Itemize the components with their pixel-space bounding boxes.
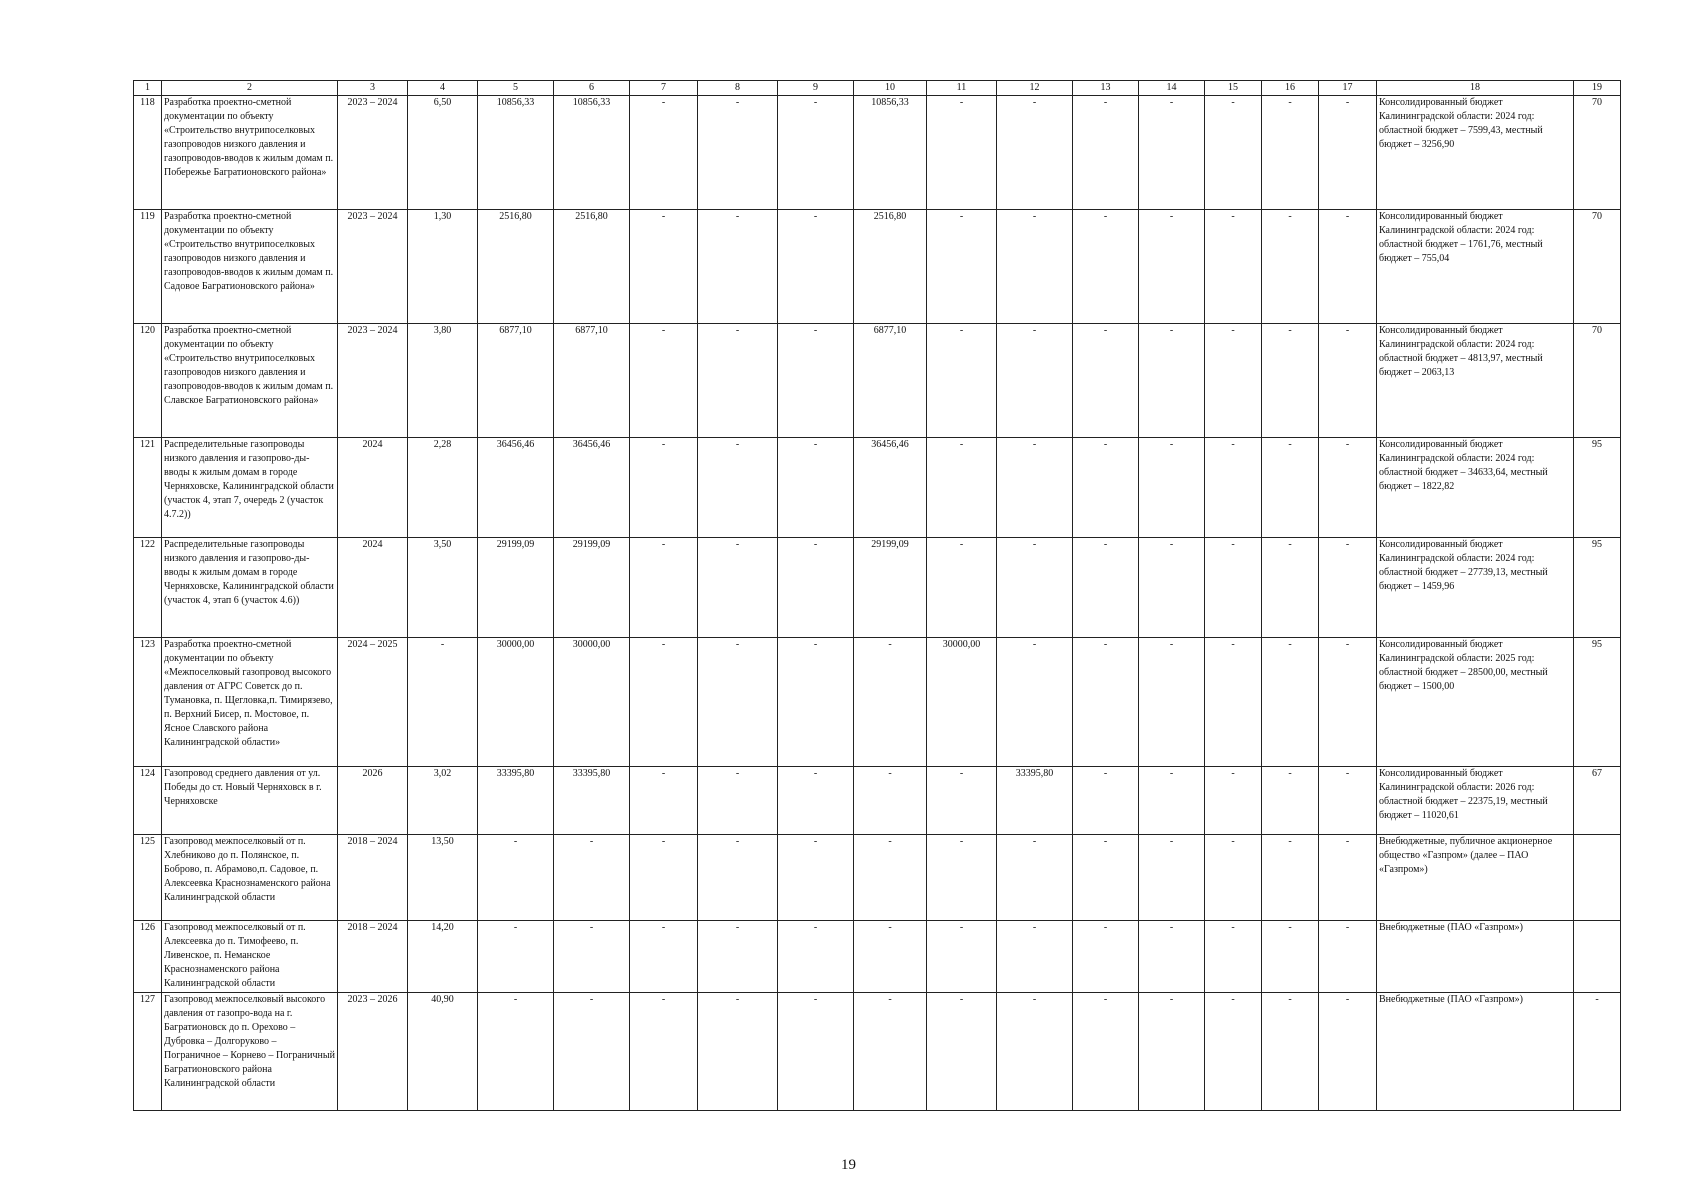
table-cell: - bbox=[778, 210, 854, 324]
col-header: 2 bbox=[162, 81, 338, 96]
table-cell: 121 bbox=[134, 438, 162, 538]
table-cell: - bbox=[1139, 538, 1205, 638]
table-cell: 2516,80 bbox=[554, 210, 630, 324]
table-cell: - bbox=[630, 921, 698, 993]
table-cell: - bbox=[630, 96, 698, 210]
table-cell: - bbox=[854, 921, 927, 993]
col-header: 4 bbox=[408, 81, 478, 96]
table-cell: 2023 – 2024 bbox=[338, 96, 408, 210]
table-cell: - bbox=[997, 835, 1073, 921]
table-cell: Газопровод среднего давления от ул. Победы до ст. Новый Черняховск в г. Черняховске bbox=[162, 767, 338, 835]
col-header: 1 bbox=[134, 81, 162, 96]
table-cell: 95 bbox=[1574, 438, 1621, 538]
table-cell: - bbox=[1205, 767, 1262, 835]
table-cell: 120 bbox=[134, 324, 162, 438]
table-cell: 6,50 bbox=[408, 96, 478, 210]
table-cell: Распределительные газопроводы низкого давления и газопрово-ды-вводы к жилым домам в городе Черняховске, Калининградской области (участок 4, этап 7, очередь 2 (участок 4.7.2)) bbox=[162, 438, 338, 538]
table-cell: - bbox=[1073, 767, 1139, 835]
table-cell: 1,30 bbox=[408, 210, 478, 324]
table-cell: 126 bbox=[134, 921, 162, 993]
table-cell: - bbox=[1139, 767, 1205, 835]
table-cell: - bbox=[854, 835, 927, 921]
table-cell: - bbox=[854, 638, 927, 767]
table-row bbox=[134, 835, 1621, 921]
table-cell: - bbox=[1073, 438, 1139, 538]
table-cell: - bbox=[630, 993, 698, 1111]
table-cell: - bbox=[630, 210, 698, 324]
table-row bbox=[134, 767, 1621, 835]
table-cell: Консолидированный бюджет Калининградской области: 2025 год: областной бюджет – 28500,00, местный бюджет – 1500,00 bbox=[1377, 638, 1574, 767]
table-cell: - bbox=[1262, 538, 1319, 638]
table-cell: - bbox=[778, 835, 854, 921]
col-header: 14 bbox=[1139, 81, 1205, 96]
table-cell: 30000,00 bbox=[478, 638, 554, 767]
table-cell: - bbox=[698, 835, 778, 921]
table-cell: - bbox=[478, 993, 554, 1111]
table-cell: 2516,80 bbox=[478, 210, 554, 324]
table-cell: - bbox=[630, 324, 698, 438]
table-cell: - bbox=[927, 767, 997, 835]
table-cell: - bbox=[1319, 993, 1377, 1111]
table-cell: 124 bbox=[134, 767, 162, 835]
table-cell: - bbox=[698, 438, 778, 538]
table-cell: 67 bbox=[1574, 767, 1621, 835]
table-cell: - bbox=[778, 767, 854, 835]
table-cell: - bbox=[1139, 921, 1205, 993]
table-cell: Консолидированный бюджет Калининградской области: 2026 год: областной бюджет – 22375,19, местный бюджет – 11020,61 bbox=[1377, 767, 1574, 835]
table-row bbox=[134, 96, 1621, 210]
table-cell: 2023 – 2026 bbox=[338, 993, 408, 1111]
budget-table bbox=[133, 80, 1621, 1111]
table-cell: - bbox=[1319, 96, 1377, 210]
table-cell: - bbox=[927, 210, 997, 324]
table-cell: - bbox=[997, 324, 1073, 438]
table-cell bbox=[1574, 835, 1621, 921]
table-cell: - bbox=[997, 993, 1073, 1111]
table-cell: 33395,80 bbox=[478, 767, 554, 835]
table-cell: - bbox=[927, 96, 997, 210]
table-cell: 36456,46 bbox=[478, 438, 554, 538]
table-cell: - bbox=[778, 638, 854, 767]
table-cell: 125 bbox=[134, 835, 162, 921]
table-cell: - bbox=[1205, 438, 1262, 538]
table-cell: 29199,09 bbox=[554, 538, 630, 638]
table-cell: - bbox=[997, 96, 1073, 210]
table-cell: - bbox=[997, 638, 1073, 767]
col-header: 17 bbox=[1319, 81, 1377, 96]
table-cell: 36456,46 bbox=[854, 438, 927, 538]
table-cell: Газопровод межпоселковый от п. Хлебниково до п. Полянское, п. Боброво, п. Абрамово,п. Садовое, п. Алексеевка Краснознаменского района Калининградской области bbox=[162, 835, 338, 921]
table-cell: 2,28 bbox=[408, 438, 478, 538]
table-cell: Консолидированный бюджет Калининградской области: 2024 год: областной бюджет – 7599,43, местный бюджет – 3256,90 bbox=[1377, 96, 1574, 210]
table-cell: - bbox=[1205, 993, 1262, 1111]
table-cell: - bbox=[478, 835, 554, 921]
table-cell: - bbox=[1319, 921, 1377, 993]
table-cell: - bbox=[1319, 538, 1377, 638]
table-cell: - bbox=[1319, 210, 1377, 324]
col-header: 15 bbox=[1205, 81, 1262, 96]
table-cell: 6877,10 bbox=[478, 324, 554, 438]
table-cell: - bbox=[1262, 210, 1319, 324]
table-row bbox=[134, 438, 1621, 538]
table-cell: - bbox=[1262, 921, 1319, 993]
table-cell: - bbox=[408, 638, 478, 767]
table-cell: - bbox=[1073, 921, 1139, 993]
col-header: 11 bbox=[927, 81, 997, 96]
table-cell: - bbox=[630, 538, 698, 638]
table-cell: - bbox=[927, 324, 997, 438]
table-cell: 30000,00 bbox=[927, 638, 997, 767]
table-cell: - bbox=[630, 438, 698, 538]
table-cell: 3,02 bbox=[408, 767, 478, 835]
table-cell: - bbox=[1205, 638, 1262, 767]
col-header: 7 bbox=[630, 81, 698, 96]
table-cell: - bbox=[698, 96, 778, 210]
table-cell: 127 bbox=[134, 993, 162, 1111]
table-cell: - bbox=[1262, 835, 1319, 921]
table-cell: - bbox=[1205, 96, 1262, 210]
table-cell: - bbox=[1139, 96, 1205, 210]
table-cell: Внебюджетные (ПАО «Газпром») bbox=[1377, 993, 1574, 1111]
table-cell: - bbox=[997, 538, 1073, 638]
col-header: 19 bbox=[1574, 81, 1621, 96]
table-cell: 6877,10 bbox=[554, 324, 630, 438]
table-cell: 123 bbox=[134, 638, 162, 767]
table-cell: 70 bbox=[1574, 96, 1621, 210]
table-cell: 70 bbox=[1574, 210, 1621, 324]
table-cell: - bbox=[778, 438, 854, 538]
table-cell: - bbox=[698, 638, 778, 767]
table-cell: Разработка проектно-сметной документации по объекту «Строительство внутрипоселковых газопроводов низкого давления и газопроводов-вводов к жилым домам п. Славское Багратионовского района» bbox=[162, 324, 338, 438]
col-header: 16 bbox=[1262, 81, 1319, 96]
table-cell: Консолидированный бюджет Калининградской области: 2024 год: областной бюджет – 34633,64, местный бюджет – 1822,82 bbox=[1377, 438, 1574, 538]
table-cell: - bbox=[1262, 438, 1319, 538]
table-cell: 2018 – 2024 bbox=[338, 835, 408, 921]
table-cell: - bbox=[927, 993, 997, 1111]
col-header: 12 bbox=[997, 81, 1073, 96]
table-cell: - bbox=[554, 921, 630, 993]
table-cell: 33395,80 bbox=[997, 767, 1073, 835]
table-cell: - bbox=[1073, 210, 1139, 324]
table-cell: - bbox=[554, 993, 630, 1111]
table-cell bbox=[1574, 921, 1621, 993]
table-cell: - bbox=[1073, 993, 1139, 1111]
table-cell: - bbox=[854, 993, 927, 1111]
table-cell: - bbox=[927, 438, 997, 538]
table-cell: - bbox=[554, 835, 630, 921]
table-cell: Внебюджетные, публичное акционерное общество «Газпром» (далее – ПАО «Газпром») bbox=[1377, 835, 1574, 921]
table-cell: - bbox=[778, 921, 854, 993]
table-cell: - bbox=[1262, 638, 1319, 767]
table-cell: Разработка проектно-сметной документации по объекту «Строительство внутрипоселковых газопроводов низкого давления и газопроводов-вводов к жилым домам п. Побережье Багратионовского района» bbox=[162, 96, 338, 210]
table-cell: Газопровод межпоселковый высокого давления от газопро-вода на г. Багратионовск до п. Орехово – Дубровка – Долгоруково – Пограничное – Корнево – Пограничный Багратионовского района Калининградской области bbox=[162, 993, 338, 1111]
table-cell: 2516,80 bbox=[854, 210, 927, 324]
col-header: 6 bbox=[554, 81, 630, 96]
col-header: 13 bbox=[1073, 81, 1139, 96]
table-cell: - bbox=[630, 767, 698, 835]
table-cell: - bbox=[698, 993, 778, 1111]
table-cell: - bbox=[630, 638, 698, 767]
table-cell: - bbox=[927, 921, 997, 993]
table-row bbox=[134, 210, 1621, 324]
table-cell: 6877,10 bbox=[854, 324, 927, 438]
table-cell: - bbox=[1262, 767, 1319, 835]
table-cell: 2023 – 2024 bbox=[338, 210, 408, 324]
table-cell: - bbox=[698, 324, 778, 438]
table-cell: Распределительные газопроводы низкого давления и газопрово-ды-вводы к жилым домам в городе Черняховске, Калининградской области (участок 4, этап 6 (участок 4.6)) bbox=[162, 538, 338, 638]
table-cell: Консолидированный бюджет Калининградской области: 2024 год: областной бюджет – 4813,97, местный бюджет – 2063,13 bbox=[1377, 324, 1574, 438]
table-cell: - bbox=[1319, 438, 1377, 538]
table-cell: - bbox=[1319, 767, 1377, 835]
table-row bbox=[134, 538, 1621, 638]
table-cell: - bbox=[1139, 638, 1205, 767]
page-number: 19 bbox=[841, 1157, 856, 1173]
table-cell: - bbox=[698, 210, 778, 324]
table-cell: Консолидированный бюджет Калининградской области: 2024 год: областной бюджет – 1761,76, местный бюджет – 755,04 bbox=[1377, 210, 1574, 324]
table-row bbox=[134, 921, 1621, 993]
table-row bbox=[134, 638, 1621, 767]
table-cell: 40,90 bbox=[408, 993, 478, 1111]
col-header: 8 bbox=[698, 81, 778, 96]
table-cell: - bbox=[997, 210, 1073, 324]
table-cell: 2024 bbox=[338, 538, 408, 638]
table-cell: 3,50 bbox=[408, 538, 478, 638]
table-cell: 95 bbox=[1574, 638, 1621, 767]
col-header: 3 bbox=[338, 81, 408, 96]
table-cell: - bbox=[1139, 324, 1205, 438]
table-cell: 29199,09 bbox=[478, 538, 554, 638]
table-cell: - bbox=[1262, 993, 1319, 1111]
table-cell: - bbox=[1073, 324, 1139, 438]
col-header: 5 bbox=[478, 81, 554, 96]
table-cell: 30000,00 bbox=[554, 638, 630, 767]
table-cell: - bbox=[778, 993, 854, 1111]
table-cell: - bbox=[997, 438, 1073, 538]
table-cell: 119 bbox=[134, 210, 162, 324]
table-cell: Газопровод межпоселковый от п. Алексеевка до п. Тимофеево, п. Ливенское, п. Неманское Краснознаменского района Калининградской области bbox=[162, 921, 338, 993]
table-cell: - bbox=[1073, 96, 1139, 210]
table-cell: 95 bbox=[1574, 538, 1621, 638]
table-cell: - bbox=[854, 767, 927, 835]
table-cell: - bbox=[1139, 438, 1205, 538]
table-body bbox=[134, 96, 1621, 1111]
table-row bbox=[134, 324, 1621, 438]
table-cell: - bbox=[1073, 538, 1139, 638]
table-cell: - bbox=[1139, 993, 1205, 1111]
table-cell: - bbox=[1574, 993, 1621, 1111]
table-cell: 2026 bbox=[338, 767, 408, 835]
table-cell: - bbox=[927, 835, 997, 921]
table-cell: - bbox=[1319, 835, 1377, 921]
table-cell: - bbox=[1205, 835, 1262, 921]
table-cell: - bbox=[1205, 538, 1262, 638]
table-cell: - bbox=[1262, 96, 1319, 210]
table-cell: - bbox=[1205, 210, 1262, 324]
table-cell: - bbox=[698, 921, 778, 993]
table-cell: 2024 bbox=[338, 438, 408, 538]
table-cell: - bbox=[1073, 638, 1139, 767]
table-cell: 118 bbox=[134, 96, 162, 210]
table-cell: 29199,09 bbox=[854, 538, 927, 638]
table-cell: - bbox=[778, 538, 854, 638]
col-header: 18 bbox=[1377, 81, 1574, 96]
table-cell: - bbox=[927, 538, 997, 638]
table-cell: - bbox=[1319, 324, 1377, 438]
table-cell: - bbox=[1073, 835, 1139, 921]
table-cell: - bbox=[778, 96, 854, 210]
table-cell: Разработка проектно-сметной документации по объекту «Строительство внутрипоселковых газопроводов низкого давления и газопроводов-вводов к жилым домам п. Садовое Багратионовского района» bbox=[162, 210, 338, 324]
table-cell: 3,80 bbox=[408, 324, 478, 438]
table-cell: 36456,46 bbox=[554, 438, 630, 538]
table-cell: - bbox=[698, 767, 778, 835]
table-cell: - bbox=[997, 921, 1073, 993]
table-cell: - bbox=[1205, 921, 1262, 993]
table-cell: - bbox=[1319, 638, 1377, 767]
table-cell: 33395,80 bbox=[554, 767, 630, 835]
table-cell: Внебюджетные (ПАО «Газпром») bbox=[1377, 921, 1574, 993]
table-cell: 70 bbox=[1574, 324, 1621, 438]
table-cell: 10856,33 bbox=[554, 96, 630, 210]
table-cell: 14,20 bbox=[408, 921, 478, 993]
table-cell: 10856,33 bbox=[478, 96, 554, 210]
table-cell: Консолидированный бюджет Калининградской области: 2024 год: областной бюджет – 27739,13, местный бюджет – 1459,96 bbox=[1377, 538, 1574, 638]
table-cell: 2024 – 2025 bbox=[338, 638, 408, 767]
table-cell: - bbox=[698, 538, 778, 638]
col-header: 10 bbox=[854, 81, 927, 96]
table-row bbox=[134, 993, 1621, 1111]
table-cell: 2018 – 2024 bbox=[338, 921, 408, 993]
table-cell: - bbox=[1205, 324, 1262, 438]
table-cell: - bbox=[478, 921, 554, 993]
table-cell: 122 bbox=[134, 538, 162, 638]
table-cell: - bbox=[1139, 210, 1205, 324]
table-cell: - bbox=[630, 835, 698, 921]
table-cell: - bbox=[778, 324, 854, 438]
table-cell: - bbox=[1139, 835, 1205, 921]
table-cell: - bbox=[1262, 324, 1319, 438]
table-cell: 13,50 bbox=[408, 835, 478, 921]
table-cell: 2023 – 2024 bbox=[338, 324, 408, 438]
table-cell: Разработка проектно-сметной документации по объекту «Межпоселковый газопровод высокого давления от АГРС Советск до п. Тумановка, п. Щегловка,п. Тимирязево, п. Верхний Бисер, п. Мостовое, п. Ясное Славского района Калининградской области» bbox=[162, 638, 338, 767]
col-header: 9 bbox=[778, 81, 854, 96]
table-cell: 10856,33 bbox=[854, 96, 927, 210]
header-row bbox=[134, 81, 1621, 96]
